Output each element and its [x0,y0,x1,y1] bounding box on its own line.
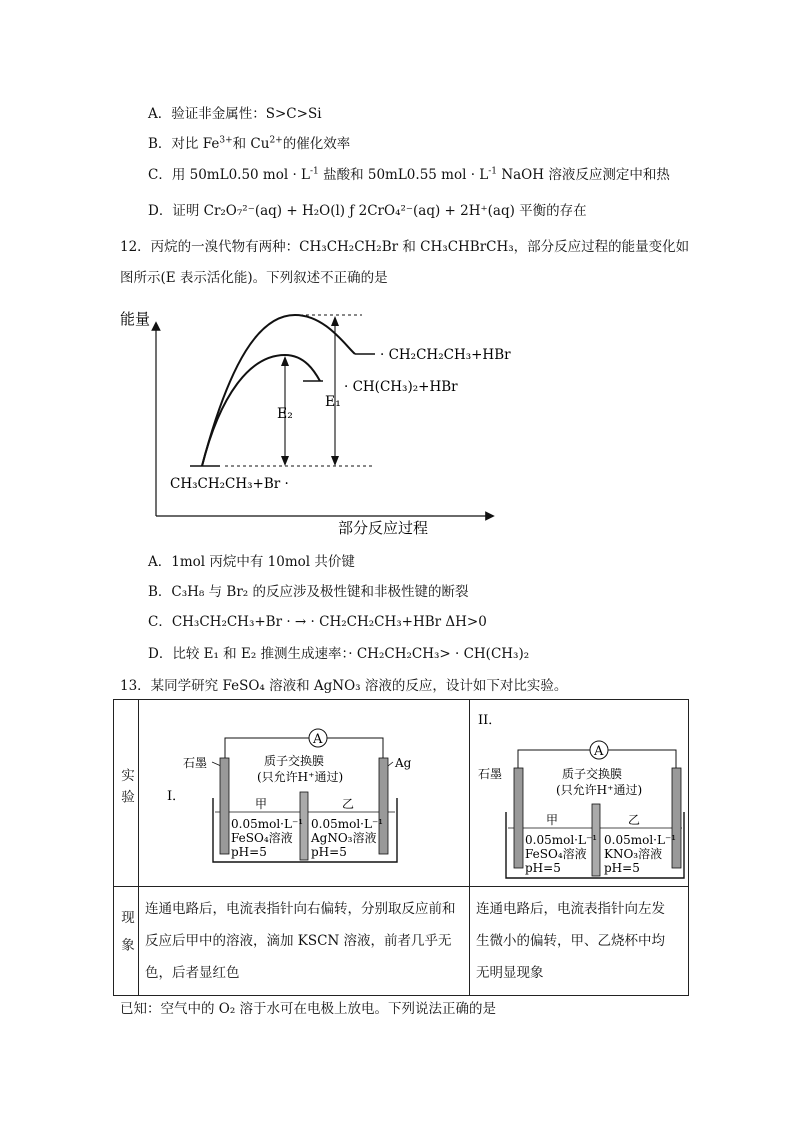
svg-text:FeSO₄溶液: FeSO₄溶液 [231,831,293,845]
e1-label: E₁ [325,394,341,410]
experiment-table [113,699,689,996]
product2-label: · CH(CH₃)₂+HBr [344,379,458,395]
svg-text:pH=5: pH=5 [311,845,347,859]
observation-1: 连通电路后，电流表指针向右偏转，分别取反应前和 反应后甲中的溶液，滴加 KSCN 溶液，前者几乎无 色，后者显红色 [139,887,470,996]
svg-text:AgNO₃溶液: AgNO₃溶液 [311,831,377,845]
svg-text:乙: 乙 [628,813,641,827]
q12-option-d: D．比较 E₁ 和 E₂ 推测生成速率：· CH₂CH₂CH₃> · CH(CH₃)₂ [148,646,530,662]
energy-diagram [110,300,530,540]
svg-text:KNO₃溶液: KNO₃溶液 [604,847,663,861]
x-axis-label: 部分反应过程 [338,520,429,537]
q11-option-a: A．验证非金属性：S>C>Si [148,106,322,122]
svg-text:甲: 甲 [546,813,559,827]
experiment-1-cell [139,700,470,887]
svg-text:pH=5: pH=5 [231,845,267,859]
q13-stem: 13．某同学研究 FeSO₄ 溶液和 AgNO₃ 溶液的反应，设计如下对比实验。 [120,678,568,694]
svg-text:0.05mol·L⁻¹: 0.05mol·L⁻¹ [604,833,677,847]
svg-text:(只允许H⁺通过): (只允许H⁺通过) [257,770,344,784]
svg-text:I．: I． [167,789,186,804]
svg-text:II．: II． [478,713,502,728]
svg-text:0.05mol·L⁻¹: 0.05mol·L⁻¹ [311,817,384,831]
q12-option-b: B．C₃H₈ 与 Br₂ 的反应涉及极性键和非极性键的断裂 [148,584,469,600]
svg-text:石墨: 石墨 [183,756,208,770]
q12-stem-line2: 图所示(E 表示活化能)。下列叙述不正确的是 [120,270,388,286]
observation-2: 连通电路后，电流表指针向左发 生微小的偏转，甲、乙烧杯中均 无明显现象 [470,887,689,996]
experiment-2-cell [470,700,689,887]
svg-text:甲: 甲 [255,797,268,811]
svg-text:Ag: Ag [395,756,412,770]
curve-e1 [202,315,355,466]
row-label-experiment: 实验 [114,700,139,887]
svg-text:pH=5: pH=5 [604,861,640,875]
svg-text:pH=5: pH=5 [525,861,561,875]
e2-label: E₂ [277,406,293,422]
svg-text:乙: 乙 [342,797,355,811]
q12-option-a: A．1mol 丙烷中有 10mol 共价键 [148,554,355,570]
q11-option-c: C．用 50mL0.50 mol · $L^{-1}$ 盐酸和 50mL0.55 mol · $L^{-1}$ NaOH 溶液反应测定中和热 [148,166,670,183]
q12-option-c: C．CH₃CH₂CH₃+Br · → · CH₂CH₂CH₃+HBr ΔH>0 [148,614,487,630]
svg-text:0.05mol·L⁻¹: 0.05mol·L⁻¹ [231,817,304,831]
svg-text:FeSO₄溶液: FeSO₄溶液 [525,847,587,861]
svg-text:质子交换膜: 质子交换膜 [264,754,325,768]
q13-footer: 已知：空气中的 O₂ 溶于水可在电极上放电。下列说法正确的是 [120,1001,497,1017]
product1-label: · CH₂CH₂CH₃+HBr [380,347,511,363]
reactant-label: CH₃CH₂CH₃+Br · [170,476,289,492]
svg-text:(只允许H⁺通过): (只允许H⁺通过) [556,783,643,797]
svg-text:石墨: 石墨 [478,767,503,781]
ammeter-1: A [313,732,323,747]
q12-stem-line1: 12．丙烷的一溴代物有两种：CH₃CH₂CH₂Br 和 CH₃CHBrCH₃，部分反应过程的能量变化如 [120,239,690,255]
ammeter-2: A [594,744,604,759]
row-label-observation: 现象 [114,887,139,996]
svg-text:质子交换膜: 质子交换膜 [562,767,623,781]
q11-option-b: B．对比 $Fe^{3+}$和 $Cu^{2+}$的催化效率 [148,135,351,152]
experiment-1-diagram [139,700,469,886]
experiment-2-diagram [470,700,688,886]
q11-option-d: D．证明 Cr₂O₇²⁻(aq) + H₂O(l) ƒ 2CrO₄²⁻(aq) + 2H⁺(aq) 平衡的存在 [148,203,587,219]
svg-text:0.05mol·L⁻¹: 0.05mol·L⁻¹ [525,833,598,847]
y-axis-label: 能量 [120,311,151,328]
